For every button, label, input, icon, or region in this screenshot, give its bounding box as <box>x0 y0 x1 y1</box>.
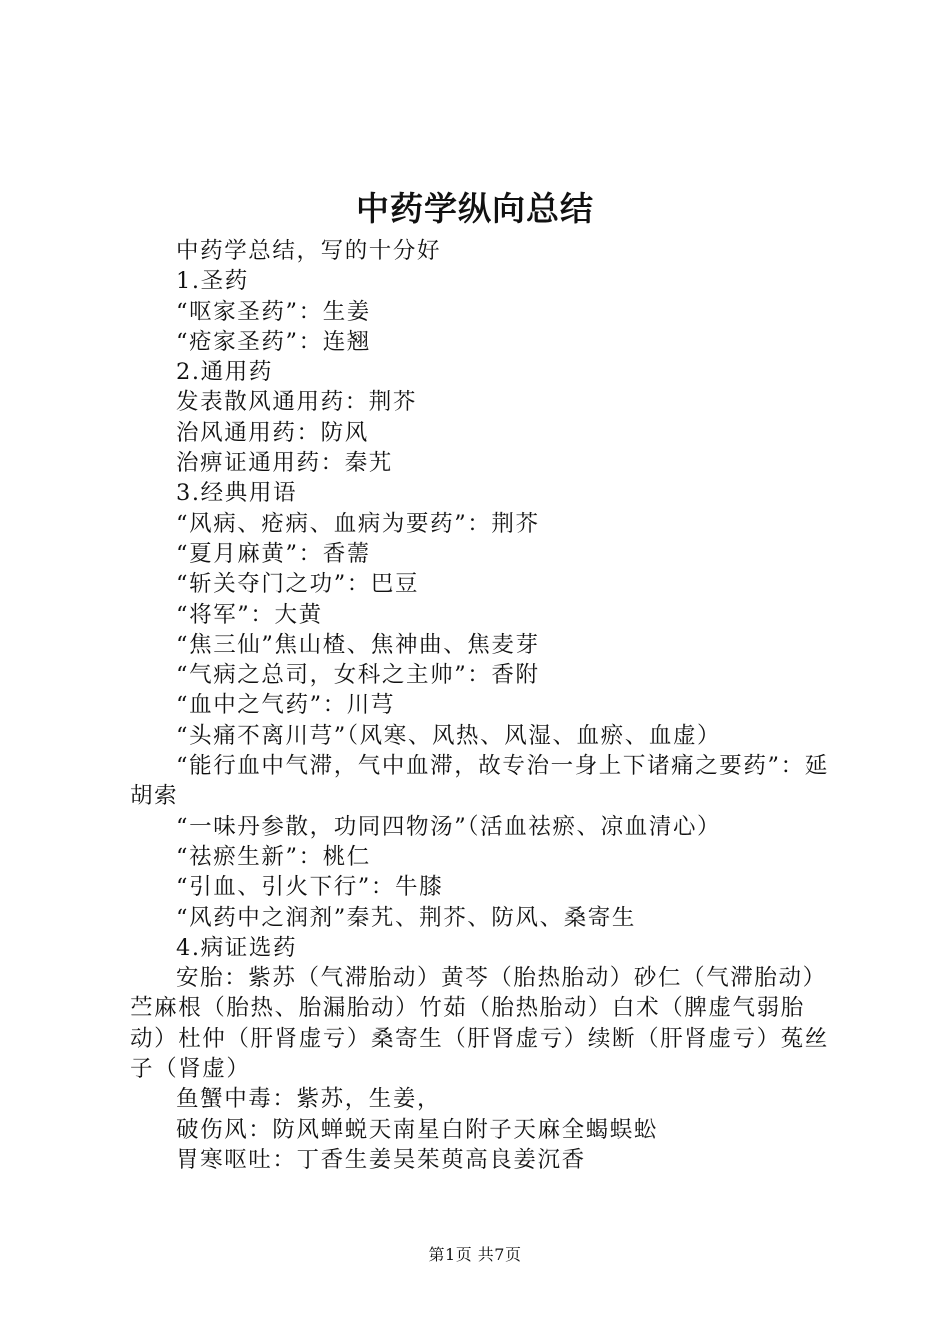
paragraph: “斩关夺门之功”：巴豆 <box>176 571 420 598</box>
paragraph: 鱼蟹中毒：紫苏，生姜， <box>176 1086 442 1113</box>
paragraph: “气病之总司，女科之主帅”：香附 <box>176 662 540 689</box>
paragraph: 中药学总结，写的十分好 <box>176 238 442 264</box>
paragraph: “头痛不离川芎”（风寒、风热、风湿、血瘀、血虚） <box>176 722 722 749</box>
paragraph: “焦三仙”焦山楂、焦神曲、焦麦芽 <box>176 631 540 658</box>
section-heading: 2.通用药 <box>176 359 273 386</box>
paragraph: “能行血中气滞，气中血滞，故专治一身上下诸痛之要药”：延胡索 <box>130 753 829 810</box>
document-body <box>130 236 832 1175</box>
paragraph: “风药中之润剂”秦艽、荆芥、防风、桑寄生 <box>176 904 637 931</box>
paragraph: “血中之气药”：川芎 <box>176 692 396 719</box>
paragraph: 治风通用药：防风 <box>176 419 369 446</box>
paragraph: 发表散风通用药：荆芥 <box>176 389 418 416</box>
paragraph: 胃寒呕吐：丁香生姜吴茱萸高良姜沉香 <box>176 1146 586 1173</box>
paragraph: 破伤风：防风蝉蜕天南星白附子天麻全蝎蜈蚣 <box>176 1116 659 1143</box>
paragraph: “祛瘀生新”：桃仁 <box>176 843 371 870</box>
paragraph: “引血、引火下行”：牛膝 <box>176 874 444 901</box>
paragraph: “风病、疮病、血病为要药”：荆芥 <box>176 510 540 537</box>
paragraph: 治痹证通用药：秦艽 <box>176 450 393 477</box>
section-heading: 4.病证选药 <box>176 934 298 961</box>
paragraph: “将军”：大黄 <box>176 601 323 628</box>
paragraph: “呕家圣药”：生姜 <box>176 298 371 325</box>
document-title: 中药学纵向总结 <box>356 189 594 228</box>
paragraph: “一味丹参散，功同四物汤”（活血祛瘀、凉血清心） <box>176 813 722 840</box>
page-footer: 第1页 共7页 <box>428 1245 522 1264</box>
paragraph: 安胎：紫苏（气滞胎动）黄芩（胎热胎动）砂仁（气滞胎动）苎麻根（胎热、胎漏胎动）竹茹（胎热胎动）白术（脾虚气弱胎动）杜仲（肝肾虚亏）桑寄生（肝肾虚亏）续断（肝肾虚亏）菟丝子（肾虚） <box>130 965 829 1083</box>
section-heading: 3.经典用语 <box>176 480 298 507</box>
paragraph: “疮家圣药”：连翘 <box>176 328 371 355</box>
section-heading: 1.圣药 <box>176 268 249 295</box>
paragraph: “夏月麻黄”：香薷 <box>176 540 371 567</box>
